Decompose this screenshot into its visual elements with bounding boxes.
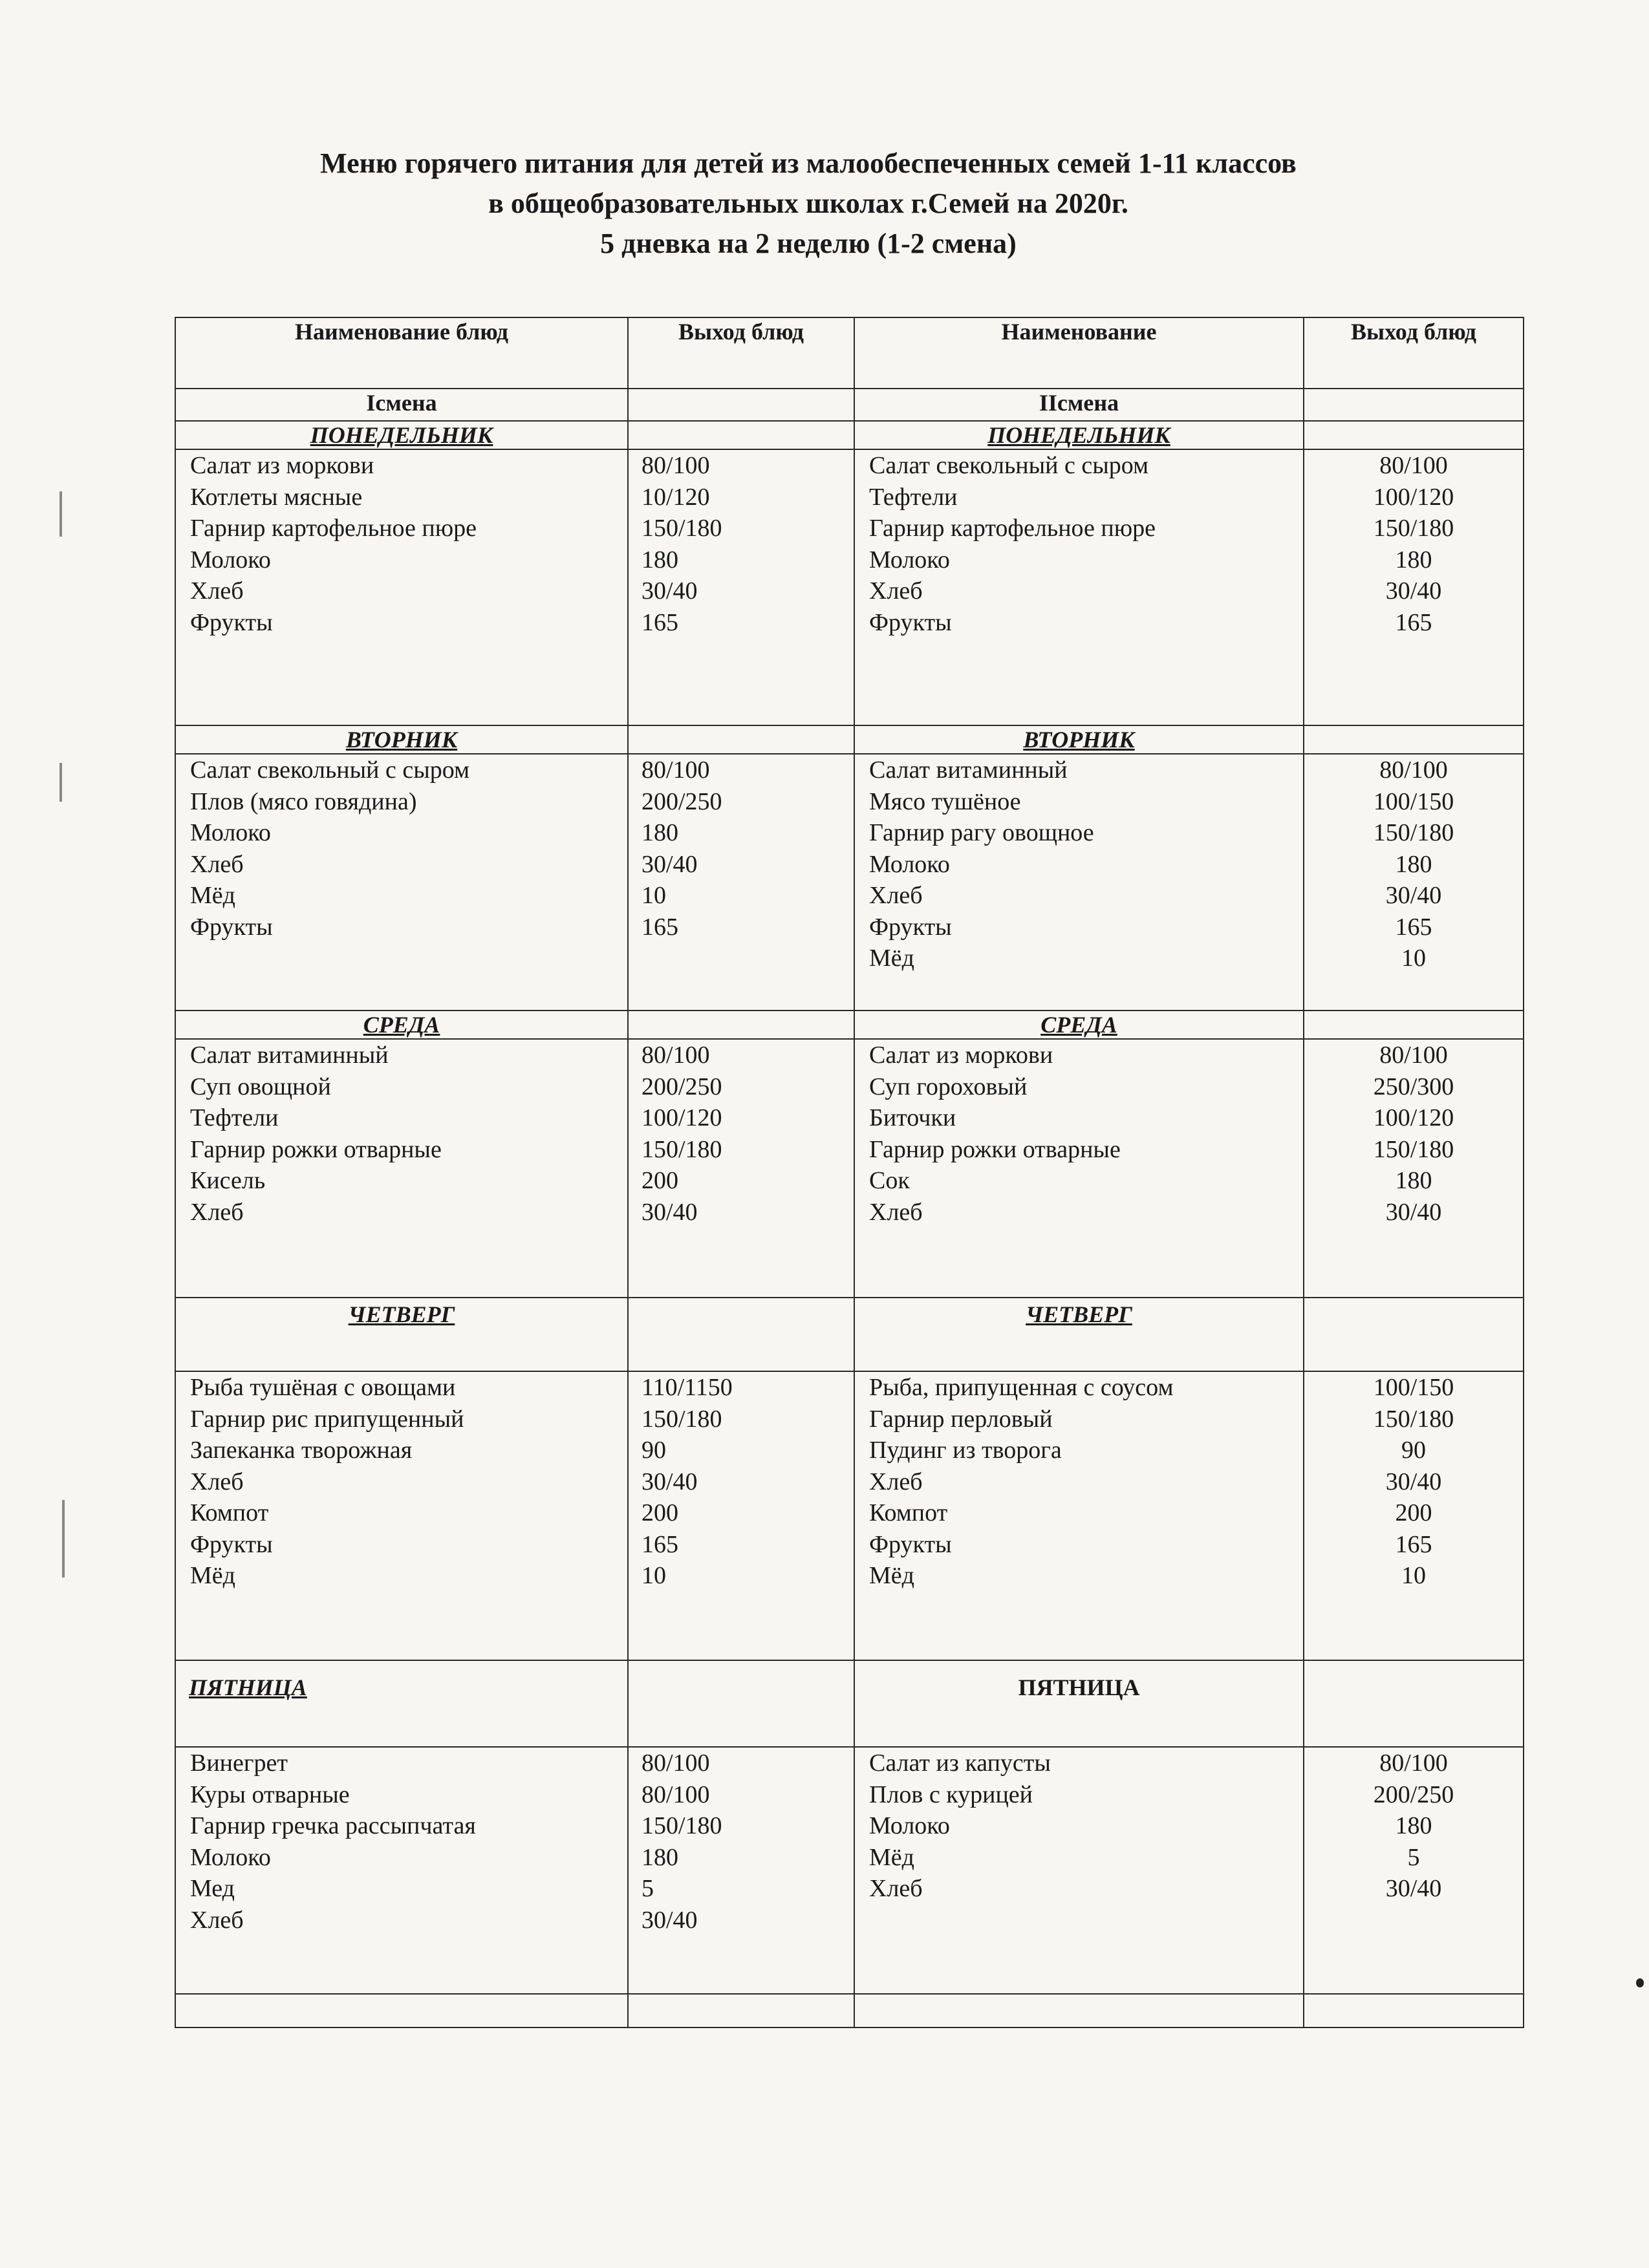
day-label-right: ЧЕТВЕРГ <box>854 1298 1304 1371</box>
dish-yield: 250/300 <box>1373 1073 1454 1100</box>
dish-name: Мёд <box>869 1843 914 1871</box>
header-dish-name: Наименование блюд <box>175 317 628 389</box>
dish-yield: 100/150 <box>1373 787 1454 815</box>
day-label-left: ПЯТНИЦА <box>175 1660 628 1747</box>
dish-yield: 200/250 <box>641 787 722 815</box>
dish-name: Молоко <box>869 850 950 878</box>
dish-name: Компот <box>190 1499 269 1526</box>
dish-yield: 180 <box>1395 546 1432 573</box>
menu-row-tuesday <box>175 754 1524 1011</box>
day-label-left: ЧЕТВЕРГ <box>175 1298 628 1371</box>
dish-name: Мёд <box>869 1562 914 1589</box>
dish-name: Мёд <box>190 882 235 909</box>
dish-yield: 80/100 <box>1379 452 1448 479</box>
dish-yield: 150/180 <box>641 515 722 542</box>
dish-name: Рыба, припущенная с соусом <box>869 1374 1174 1401</box>
dish-name: Молоко <box>190 819 271 846</box>
day-row-friday <box>175 1660 1524 1747</box>
dish-yield: 5 <box>1407 1843 1420 1871</box>
shift-row <box>175 389 1524 421</box>
yield-list <box>629 1748 854 1936</box>
dish-yield: 100/150 <box>1373 1374 1454 1401</box>
dish-yield: 80/100 <box>641 452 710 479</box>
dish-name: Плов с курицей <box>869 1781 1033 1808</box>
dish-yield: 5 <box>641 1875 654 1902</box>
dish-name: Хлеб <box>869 1198 923 1226</box>
dish-yield: 30/40 <box>1385 577 1442 604</box>
dish-yield: 10 <box>641 1562 666 1589</box>
dish-name: Котлеты мясные <box>190 483 363 511</box>
day-row-tuesday <box>175 725 1524 754</box>
dish-yield: 165 <box>641 913 678 941</box>
dish-name: Компот <box>869 1499 948 1526</box>
yield-list <box>1304 1040 1523 1228</box>
dish-name: Фрукты <box>869 608 952 636</box>
dish-name: Гарнир рис припущенный <box>190 1405 464 1433</box>
dish-yield: 150/180 <box>641 1812 722 1839</box>
header-name: Наименование <box>854 317 1304 389</box>
dish-yield: 80/100 <box>1379 756 1448 784</box>
dish-list <box>176 450 627 638</box>
dish-yield: 180 <box>1395 1167 1432 1194</box>
dish-list <box>855 1372 1303 1592</box>
second-shift-label: IIсмена <box>854 389 1304 421</box>
yield-list <box>1304 754 1523 974</box>
dish-yield: 10 <box>1401 945 1426 972</box>
dish-yield: 30/40 <box>641 1198 698 1226</box>
dish-yield: 30/40 <box>1385 1468 1442 1495</box>
dish-yield: 165 <box>1395 913 1432 941</box>
dish-yield: 150/180 <box>1373 1135 1454 1163</box>
scan-mark <box>59 763 62 802</box>
dish-name: Мёд <box>190 1562 235 1589</box>
dish-yield: 200 <box>641 1499 678 1526</box>
menu-row-thursday <box>175 1371 1524 1660</box>
yield-list <box>629 450 854 638</box>
yield-list <box>1304 450 1523 638</box>
menu-row-wednesday <box>175 1039 1524 1298</box>
scan-mark <box>62 1500 65 1578</box>
yield-list <box>629 1372 854 1592</box>
dish-name: Гарнир картофельное пюре <box>190 515 477 542</box>
yield-list <box>1304 1748 1523 1905</box>
dish-name: Гарнир рагу овощное <box>869 819 1094 846</box>
title-line-1: Меню горячего питания для детей из малообеспеченных семей 1-11 классов <box>320 147 1297 179</box>
day-label-right: ПЯТНИЦА <box>854 1660 1304 1747</box>
dish-list <box>176 1748 627 1936</box>
dish-name: Гарнир картофельное пюре <box>869 515 1156 542</box>
dish-name: Салат витаминный <box>869 756 1068 784</box>
dish-name: Биточки <box>869 1104 956 1131</box>
menu-row-friday <box>175 1747 1524 1994</box>
dish-list <box>176 1372 627 1592</box>
header-yield: Выход блюд <box>628 317 854 389</box>
dish-name: Молоко <box>869 546 950 573</box>
dish-name: Салат из капусты <box>869 1749 1051 1777</box>
dish-yield: 30/40 <box>1385 882 1442 909</box>
dish-name: Хлеб <box>190 1906 244 1934</box>
dish-name: Фрукты <box>190 1530 273 1558</box>
dish-name: Кисель <box>190 1167 266 1194</box>
dish-yield: 90 <box>1401 1437 1426 1464</box>
dish-name: Салат свекольный с сыром <box>190 756 470 784</box>
day-label-right: ВТОРНИК <box>854 725 1304 754</box>
dish-yield: 30/40 <box>641 850 698 878</box>
dish-yield: 165 <box>1395 1530 1432 1558</box>
dish-yield: 80/100 <box>1379 1042 1448 1069</box>
dish-yield: 100/120 <box>641 1104 722 1131</box>
dish-name: Тефтели <box>869 483 958 511</box>
dish-yield: 10 <box>641 882 666 909</box>
dish-yield: 10/120 <box>641 483 710 511</box>
dish-yield: 200 <box>1395 1499 1432 1526</box>
dish-yield: 100/120 <box>1373 483 1454 511</box>
yield-list <box>1304 1372 1523 1592</box>
dish-yield: 180 <box>641 1843 678 1871</box>
dish-yield: 165 <box>641 608 678 636</box>
dish-yield: 180 <box>641 819 678 846</box>
dish-list <box>855 754 1303 974</box>
dish-name: Хлеб <box>869 1875 923 1902</box>
dish-yield: 200/250 <box>1373 1781 1454 1808</box>
dish-yield: 30/40 <box>1385 1875 1442 1902</box>
dish-list <box>176 1040 627 1228</box>
dish-name: Гарнир рожки отварные <box>190 1135 442 1163</box>
dish-name: Суп овощной <box>190 1073 331 1100</box>
dish-name: Хлеб <box>869 1468 923 1495</box>
dish-yield: 165 <box>641 1530 678 1558</box>
dish-name: Молоко <box>190 546 271 573</box>
dish-name: Салат свекольный с сыром <box>869 452 1149 479</box>
dish-name: Фрукты <box>190 608 273 636</box>
dish-name: Хлеб <box>869 882 923 909</box>
dish-name: Тефтели <box>190 1104 279 1131</box>
dish-yield: 150/180 <box>1373 515 1454 542</box>
day-row-thursday <box>175 1298 1524 1371</box>
dish-name: Винегрет <box>190 1749 288 1777</box>
dish-list <box>176 754 627 943</box>
dish-name: Мясо тушёное <box>869 787 1021 815</box>
yield-list <box>629 1040 854 1228</box>
dish-name: Хлеб <box>190 1198 244 1226</box>
dish-name: Плов (мясо говядина) <box>190 787 417 815</box>
yield-list <box>629 754 854 943</box>
dish-name: Фрукты <box>869 1530 952 1558</box>
header-row <box>175 317 1524 389</box>
dish-yield: 110/1150 <box>641 1374 733 1401</box>
dish-yield: 100/120 <box>1373 1104 1454 1131</box>
dish-yield: 30/40 <box>641 1906 698 1934</box>
dish-yield: 180 <box>641 546 678 573</box>
dish-yield: 150/180 <box>1373 819 1454 846</box>
dish-name: Хлеб <box>869 577 923 604</box>
document-title <box>162 144 1455 264</box>
dish-name: Салат из моркови <box>869 1042 1053 1069</box>
dish-yield: 30/40 <box>641 1468 698 1495</box>
scan-mark <box>59 491 62 537</box>
scan-mark <box>1636 1978 1644 1987</box>
dish-name: Гарнир рожки отварные <box>869 1135 1121 1163</box>
dish-name: Мед <box>190 1875 235 1902</box>
dish-yield: 80/100 <box>641 1042 710 1069</box>
day-label-left: СРЕДА <box>175 1011 628 1039</box>
dish-list <box>855 1040 1303 1228</box>
dish-name: Мёд <box>869 945 914 972</box>
dish-yield: 200 <box>641 1167 678 1194</box>
dish-yield: 10 <box>1401 1562 1426 1589</box>
dish-name: Молоко <box>190 1843 271 1871</box>
header-yield-2: Выход блюд <box>1304 317 1524 389</box>
dish-name: Запеканка творожная <box>190 1437 413 1464</box>
dish-yield: 180 <box>1395 1812 1432 1839</box>
dish-name: Хлеб <box>190 1468 244 1495</box>
day-label-right: СРЕДА <box>854 1011 1304 1039</box>
dish-yield: 165 <box>1395 608 1432 636</box>
day-label-right: ПОНЕДЕЛЬНИК <box>854 421 1304 449</box>
title-line-2: в общеобразовательных школах г.Семей на 2020г. <box>488 187 1128 219</box>
title-line-3: 5 дневка на 2 неделю (1-2 смена) <box>600 228 1017 259</box>
dish-name: Сок <box>869 1167 910 1194</box>
dish-name: Хлеб <box>190 577 244 604</box>
dish-yield: 30/40 <box>1385 1198 1442 1226</box>
dish-name: Куры отварные <box>190 1781 350 1808</box>
dish-yield: 200/250 <box>641 1073 722 1100</box>
dish-name: Суп гороховый <box>869 1073 1028 1100</box>
dish-name: Молоко <box>869 1812 950 1839</box>
day-label-left: ПОНЕДЕЛЬНИК <box>175 421 628 449</box>
dish-name: Рыба тушёная с овощами <box>190 1374 456 1401</box>
day-label-left: ВТОРНИК <box>175 725 628 754</box>
dish-name: Хлеб <box>190 850 244 878</box>
dish-name: Фрукты <box>190 913 273 941</box>
dish-yield: 150/180 <box>641 1135 722 1163</box>
menu-row-monday <box>175 449 1524 725</box>
dish-yield: 80/100 <box>641 756 710 784</box>
dish-name: Салат витаминный <box>190 1042 389 1069</box>
dish-yield: 80/100 <box>641 1749 710 1777</box>
dish-name: Пудинг из творога <box>869 1437 1062 1464</box>
dish-name: Гарнир перловый <box>869 1405 1053 1433</box>
day-row-wednesday <box>175 1011 1524 1039</box>
dish-yield: 80/100 <box>1379 1749 1448 1777</box>
dish-yield: 80/100 <box>641 1781 710 1808</box>
dish-yield: 150/180 <box>1373 1405 1454 1433</box>
day-row-monday <box>175 421 1524 449</box>
empty-bottom-row <box>175 1994 1524 2027</box>
dish-yield: 180 <box>1395 850 1432 878</box>
first-shift-label: Iсмена <box>175 389 628 421</box>
dish-name: Гарнир гречка рассыпчатая <box>190 1812 476 1839</box>
menu-table <box>175 317 1524 2028</box>
dish-list <box>855 1748 1303 1905</box>
dish-yield: 90 <box>641 1437 666 1464</box>
dish-yield: 150/180 <box>641 1405 722 1433</box>
dish-name: Салат из моркови <box>190 452 374 479</box>
dish-yield: 30/40 <box>641 577 698 604</box>
dish-list <box>855 450 1303 638</box>
dish-name: Фрукты <box>869 913 952 941</box>
